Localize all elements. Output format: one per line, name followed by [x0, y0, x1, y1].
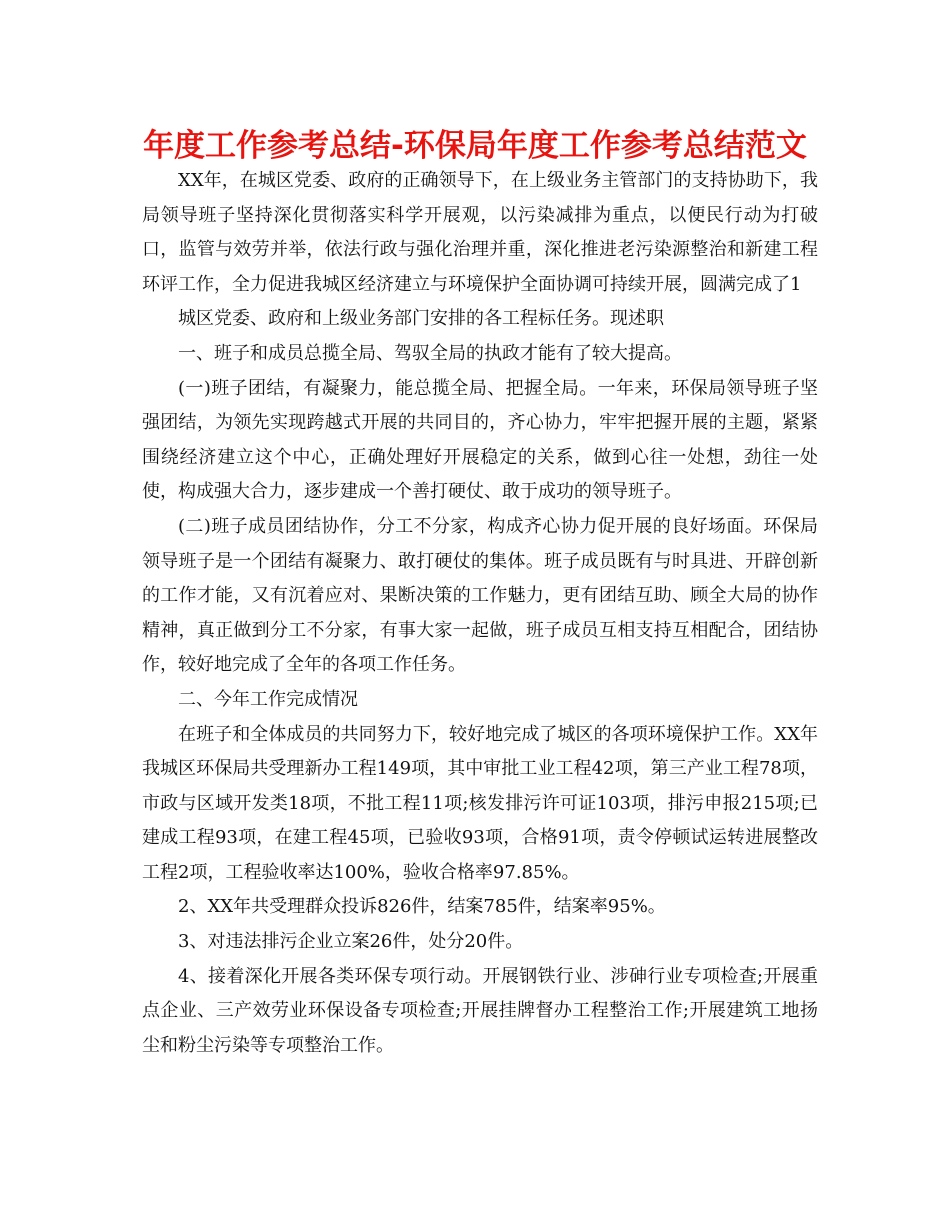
- document-body: [142, 164, 818, 1063]
- paragraph-cooperation: (二)班子成员团结协作，分工不分家，构成齐心协力促开展的良好场面。环保局领导班子是一个团结有凝聚力、敢打硬仗的集体。班子成员既有与时具进、开辟创新的工作才能，又有沉着应对、果断决策的工作魅力，更有团结互助、顾全大局的协作精神，真正做到分工不分家，有事大家一起做，班子成员互相支持互相配合，团结协作，较好地完成了全年的各项工作任务。: [142, 515, 818, 676]
- heading-section-1: 一、班子和成员总揽全局、驾驭全局的执政才能有了较大提高。: [178, 342, 682, 364]
- document-title: 年度工作参考总结-环保局年度工作参考总结范文: [143, 128, 807, 164]
- paragraph-projects: 在班子和全体成员的共同努力下，较好地完成了城区的各项环境保护工作。XX年我城区环保局共受理新办工程149项，其中审批工业工程42项，第三产业工程78项，市政与区域开发类18项，不批工程11项;核发排污许可证103项，排污申报215项;已建成工程93项，在建工程45项，已验收93项，合格91项，责令停顿试运转进展整改工程2项，工程验收率达100%，验收合格率97.85%。: [142, 723, 818, 883]
- paragraph-cases: 3、对违法排污企业立案26件，处分20件。: [178, 931, 524, 953]
- paragraph-special-actions: 4、接着深化开展各类环保专项行动。开展钢铁行业、涉砷行业专项检查;开展重点企业、三产效劳业环保设备专项检查;开展挂牌督办工程整治工作;开展建筑工地扬尘和粉尘污染等专项整治工作。: [142, 965, 818, 1056]
- paragraph-tasks: 城区党委、政府和上级业务部门安排的各工程标任务。现述职: [178, 308, 664, 330]
- heading-section-2: 二、今年工作完成情况: [178, 688, 358, 710]
- paragraph-intro: XX年，在城区党委、政府的正确领导下，在上级业务主管部门的支持协助下，我局领导班子坚持深化贯彻落实科学开展观，以污染减排为重点，以便民行动为打破口，监管与效劳并举，依法行政与强化治理并重，深化推进老污染源整治和新建工程环评工作，全力促进我城区经济建立与环境保护全面协调可持续开展，圆满完成了1: [142, 170, 818, 295]
- paragraph-complaints: 2、XX年共受理群众投诉826件，结案785件，结案率95%。: [178, 896, 666, 918]
- paragraph-unity: (一)班子团结，有凝聚力，能总揽全局、把握全局。一年来，环保局领导班子坚强团结，为领先实现跨越式开展的共同目的，齐心协力，牢牢把握开展的主题，紧紧围绕经济建立这个中心，正确处理好开展稳定的关系，做到心往一处想，劲往一处使，构成强大合力，逐步建成一个善打硬仗、敢于成功的领导班子。: [142, 377, 818, 503]
